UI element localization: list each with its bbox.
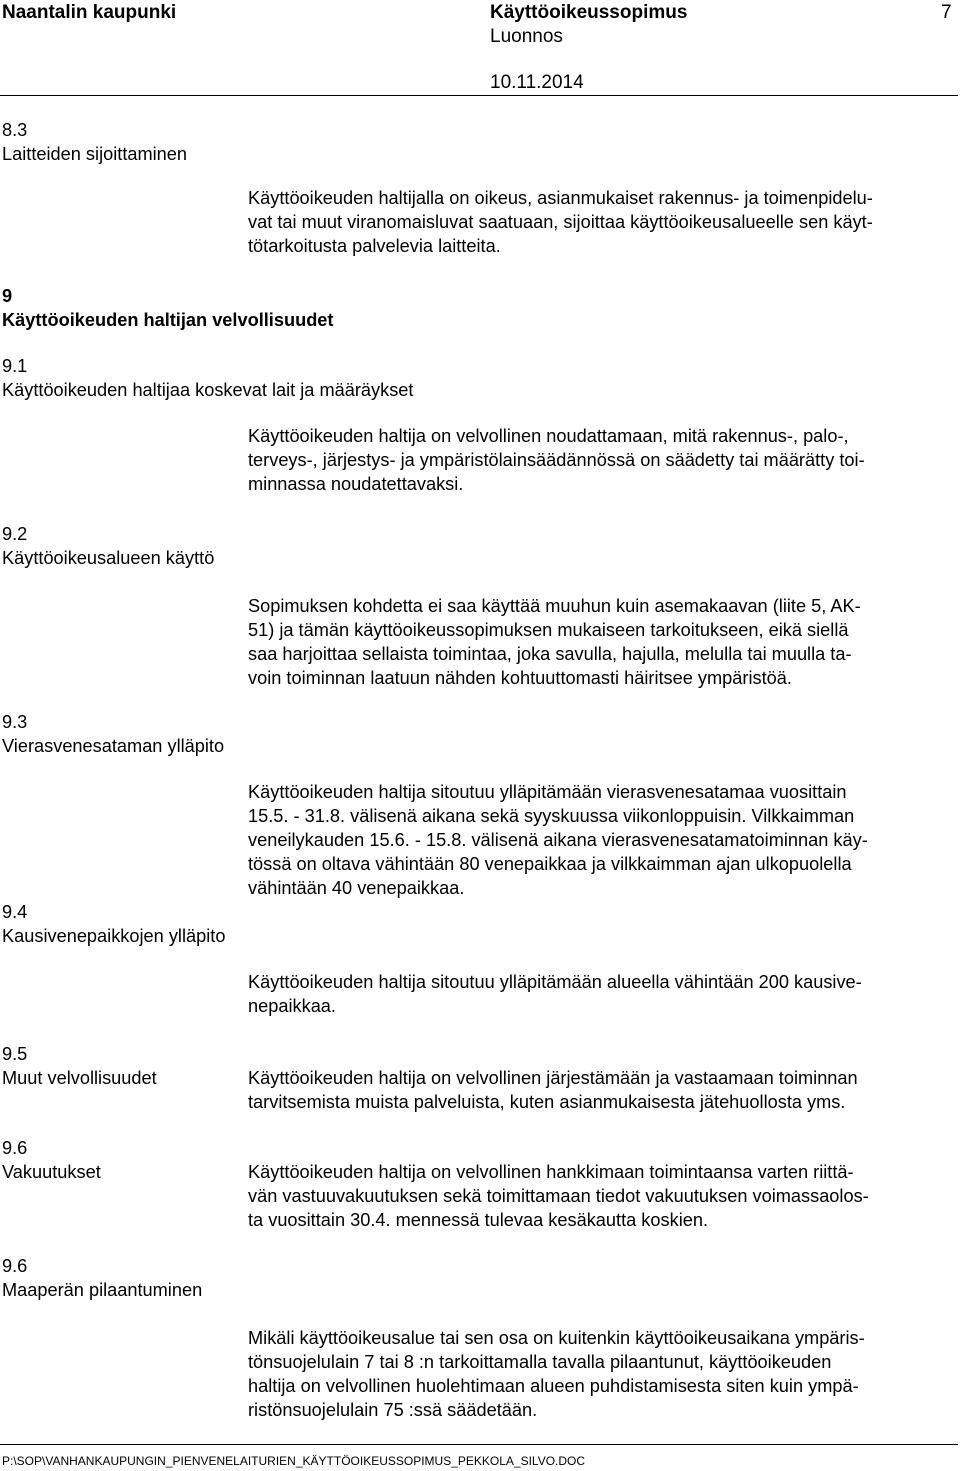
body-line: veneilykauden 15.6. - 15.8. välisenä aikana vierasvenesatamatoiminnan käy-	[248, 830, 868, 850]
body-line: Käyttöoikeuden haltija on velvollinen järjestämään ja vastaamaan toiminnan	[248, 1068, 858, 1088]
section-number-9-6-soil: 9.6	[2, 1256, 28, 1276]
page-number: 7	[941, 2, 952, 23]
section-title-9-5: Muut velvollisuudet	[2, 1068, 157, 1088]
section-body-8-3	[248, 186, 873, 258]
body-line: terveys-, järjestys- ja ympäristölainsäädännössä on säädetty tai määrätty toi-	[248, 450, 865, 470]
section-number-9-2: 9.2	[2, 524, 28, 544]
section-number-9-3: 9.3	[2, 712, 28, 732]
footer-file-path: P:\SOP\VANHANKAUPUNGIN_PIENVENELAITURIEN_KÄYTTÖOIKEUSSOPIMUS_PEKKOLA_SILVO.DOC	[2, 1454, 586, 1468]
document-date: 10.11.2014	[490, 72, 584, 93]
document-status: Luonnos	[490, 26, 563, 47]
section-body-9-1	[248, 424, 865, 496]
section-title-9-1: Käyttöoikeuden haltijaa koskevat lait ja määräykset	[2, 380, 414, 400]
body-line: Käyttöoikeuden haltija on velvollinen hankkimaan toimintaansa varten riittä-	[248, 1162, 854, 1182]
body-line: haltija on velvollinen huolehtimaan alueen puhdistamisesta siten kuin ympä-	[248, 1376, 859, 1396]
section-title-9-4: Kausivenepaikkojen ylläpito	[2, 926, 226, 946]
body-line: Käyttöoikeuden haltija sitoutuu ylläpitämään vierasvenesatamaa vuosittain	[248, 782, 847, 802]
section-body-9-3	[248, 780, 868, 900]
body-line: minnassa noudatettavaksi.	[248, 474, 464, 494]
body-line: Käyttöoikeuden haltijalla on oikeus, asianmukaiset rakennus- ja toimenpidelu-	[248, 188, 873, 208]
section-number-9-1: 9.1	[2, 356, 28, 376]
section-number-9-5: 9.5	[2, 1044, 28, 1064]
organization-name: Naantalin kaupunki	[2, 2, 177, 23]
section-body-9-6-soil	[248, 1326, 865, 1422]
section-number-9-6-insurance: 9.6	[2, 1138, 28, 1158]
body-line: tössä on oltava vähintään 80 venepaikkaa ja vilkkaimman ajan ulkopuolella	[248, 854, 852, 874]
header-divider	[0, 95, 958, 96]
section-title-8-3: Laitteiden sijoittaminen	[2, 144, 188, 164]
section-title-9-6-insurance: Vakuutukset	[2, 1162, 101, 1182]
body-line: 51) ja tämän käyttöoikeussopimuksen mukaiseen tarkoitukseen, eikä siellä	[248, 620, 849, 640]
body-line: voin toiminnan laatuun nähden kohtuuttomasti häiritsee ympäristöä.	[248, 668, 792, 688]
body-line: 15.5. - 31.8. välisenä aikana sekä syyskuussa viikonloppuisin. Vilkkaimman	[248, 806, 855, 826]
section-title-9-6-soil: Maaperän pilaantuminen	[2, 1280, 203, 1300]
body-line: Käyttöoikeuden haltija on velvollinen noudattamaan, mitä rakennus-, palo-,	[248, 426, 849, 446]
body-line: nepaikkaa.	[248, 996, 336, 1016]
body-line: vat tai muut viranomaisluvat saatuaan, sijoittaa käyttöoikeusalueelle sen käyt-	[248, 212, 873, 232]
section-body-9-5	[248, 1066, 858, 1114]
body-line: vähintään 40 venepaikkaa.	[248, 878, 465, 898]
document-title: Käyttöoikeussopimus	[490, 2, 688, 23]
section-title-9-3: Vierasvenesataman ylläpito	[2, 736, 225, 756]
footer-divider	[0, 1444, 958, 1445]
section-number-8-3: 8.3	[2, 120, 28, 140]
section-number-9: 9	[2, 286, 13, 306]
section-number-9-4: 9.4	[2, 902, 28, 922]
body-line: tötarkoitusta palvelevia laitteita.	[248, 236, 501, 256]
body-line: ristönsuojelulain 75 :ssä säädetään.	[248, 1400, 538, 1420]
body-line: tarvitsemista muista palveluista, kuten asianmukaisesta jätehuollosta yms.	[248, 1092, 846, 1112]
body-line: Käyttöoikeuden haltija sitoutuu ylläpitämään alueella vähintään 200 kausive-	[248, 972, 862, 992]
body-line: vän vastuuvakuutuksen sekä toimittamaan tiedot vakuutuksen voimassaolos-	[248, 1186, 869, 1206]
section-body-9-4	[248, 970, 862, 1018]
section-body-9-2	[248, 594, 861, 690]
body-line: saa harjoittaa sellaista toimintaa, joka savulla, hajulla, melulla tai muulla ta-	[248, 644, 852, 664]
body-line: Sopimuksen kohdetta ei saa käyttää muuhun kuin asemakaavan (liite 5, AK-	[248, 596, 861, 616]
section-body-9-6-insurance	[248, 1160, 869, 1232]
body-line: Mikäli käyttöoikeusalue tai sen osa on kuitenkin käyttöoikeusaikana ympäris-	[248, 1328, 865, 1348]
body-line: tönsuojelulain 7 tai 8 :n tarkoittamalla tavalla pilaantunut, käyttöoikeuden	[248, 1352, 832, 1372]
section-title-9-2: Käyttöoikeusalueen käyttö	[2, 548, 215, 568]
section-title-9: Käyttöoikeuden haltijan velvollisuudet	[2, 310, 334, 330]
body-line: ta vuosittain 30.4. mennessä tulevaa kesäkautta koskien.	[248, 1210, 709, 1230]
